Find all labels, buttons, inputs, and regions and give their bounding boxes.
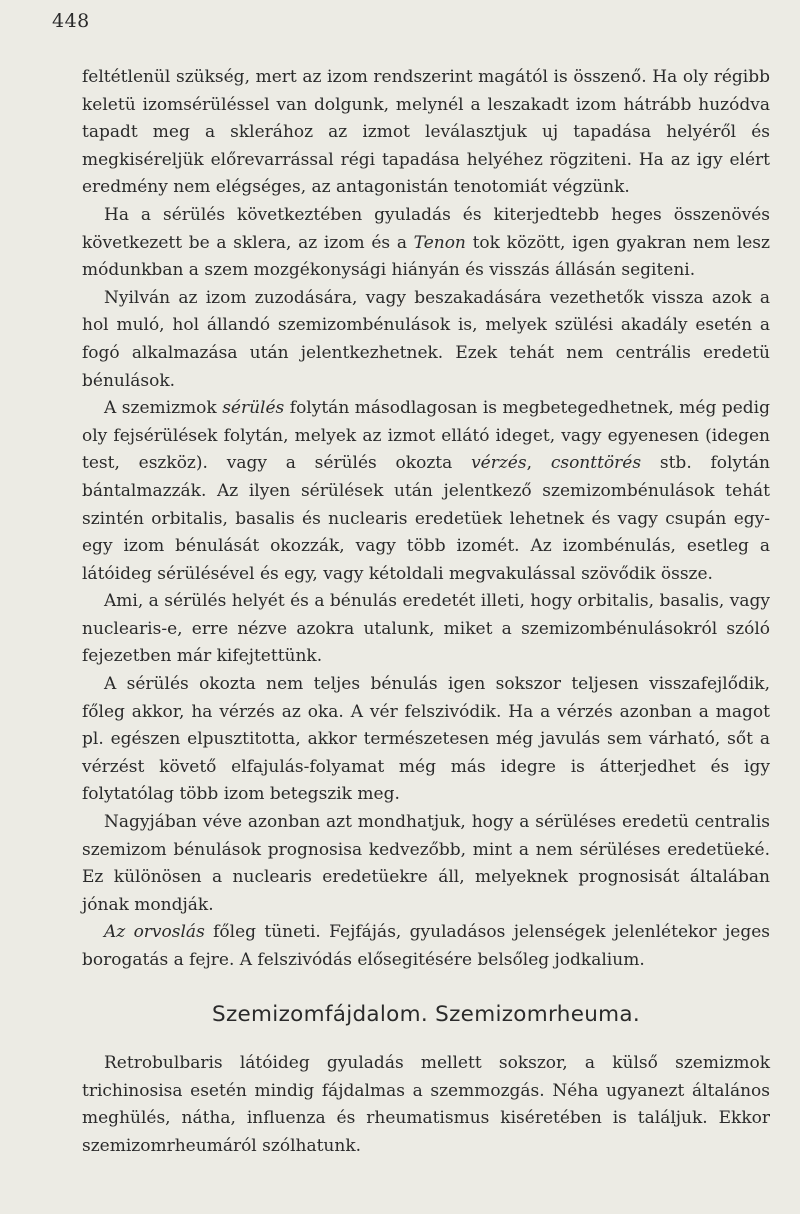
paragraph: Ami, a sérülés helyét és a bénulás eredetét illeti, hogy orbitalis, basalis, vagy nuclearis-e, erre nézve azokra utalunk, miket a szemizombénulásokról szóló fejezetben már kifejtettünk. <box>82 591 770 667</box>
text-run: tok között, igen gyakran nem lesz módunkban a szem mozgékonysági hiányán és visszás állásán segiteni. <box>82 232 770 281</box>
page-number: 448 <box>52 10 90 32</box>
paragraph: Nagyjában véve azonban azt mondhatjuk, hogy a sérüléses eredetü centralis szemizom bénulások prognosisa kedvezőbb, mint a nem sérüléses eredetüeké. Ez különösen a nuclearis eredetüekre áll, melyeknek prognosisát általában jónak mondják. <box>82 812 770 915</box>
emphasized-term: vérzés <box>471 453 527 474</box>
text-run: Ha a sérülés következtében gyuladás és kiterjedtebb heges összenövés következett be a sklera, az izom és a <box>82 204 770 253</box>
paragraph <box>82 202 770 285</box>
paragraph: Nyilván az izom zuzodására, vagy beszakadására vezethetők vissza azok a hol muló, hol állandó szemizombénulások is, melyek szülési akadály esetén a fogó alkalmazása után jelentkezhetnek. Ezek tehát nem centrális eredetü bénulások. <box>82 287 770 391</box>
paragraph: Retrobulbaris látóideg gyuladás mellett sokszor, a külső szemizmok trichinosisa esetén mindig fájdalmas a szemmozgás. Néha ugyanezt általános meghülés, nátha, influenza és rheumatismus kiséretében is találjuk. Ekkor szemizomrheumáról szólhatunk. <box>82 1053 770 1156</box>
paragraph: feltétlenül szükség, mert az izom rendszerint magától is összenő. Ha oly régibb keletü izomsérüléssel van dolgunk, melynél a leszakadt izom hátrább huzódva tapadt meg a sklerához az izmot leválasztjuk uj tapadása helyéről és megkiséreljük előrevarrással régi tapadása helyéhez rögziteni. Ha az igy elért eredmény nem elégséges, az antagonistán tenotomiát végzünk. <box>82 67 770 198</box>
body-text <box>82 64 770 975</box>
paragraph <box>82 395 770 588</box>
text-run: folytán másodlagosan is megbetegedhetnek, még pedig oly fejsérülések folytán, melyek az izmot ellátó ideget, vagy egyenesen (idegen test, eszköz). vagy a sérülés okozta <box>82 398 770 474</box>
text-run: stb. folytán bántalmazzák. Az ilyen sérülések után jelentkező szemizombénulások tehát szintén orbitalis, basalis és nuclearis eredetüek lehetnek és vagy csupán egy-egy izom bénulását okozzák, vagy több izomét. Az izombénulás, esetleg a látóideg sérülésével és egy, vagy kétoldali megvakulással szövődik össze. <box>82 453 771 584</box>
paragraph: A sérülés okozta nem teljes bénulás igen sokszor teljesen visszafejlődik, főleg akkor, ha vérzés az oka. A vér felszivódik. Ha a vérzés azonban a magot pl. egészen elpusztitotta, akkor természetesen még javulás sem várható, sőt a vérzést követő elfajulás-folyamat még más idegre is átterjedhet és igy folytatólag több izom betegszik meg. <box>82 674 770 805</box>
text-run: A szemizmok <box>104 398 223 419</box>
emphasized-term: Az orvoslás <box>104 922 205 943</box>
section-body-text <box>82 1050 770 1160</box>
text-run: főleg tüneti. Fejfájás, gyuladásos jelenségek jelenlétekor jeges borogatás a fejre. A felszivódás elősegitésére belsőleg jodkalium. <box>82 922 771 970</box>
emphasized-term: sérülés <box>222 398 285 419</box>
emphasized-term: csonttörés <box>550 453 642 474</box>
section-heading: Szemizomfájdalom. Szemizomrheuma. <box>212 1002 640 1027</box>
paragraph <box>82 919 770 974</box>
text-run: , <box>526 453 551 474</box>
emphasized-term: Tenon <box>413 232 466 253</box>
